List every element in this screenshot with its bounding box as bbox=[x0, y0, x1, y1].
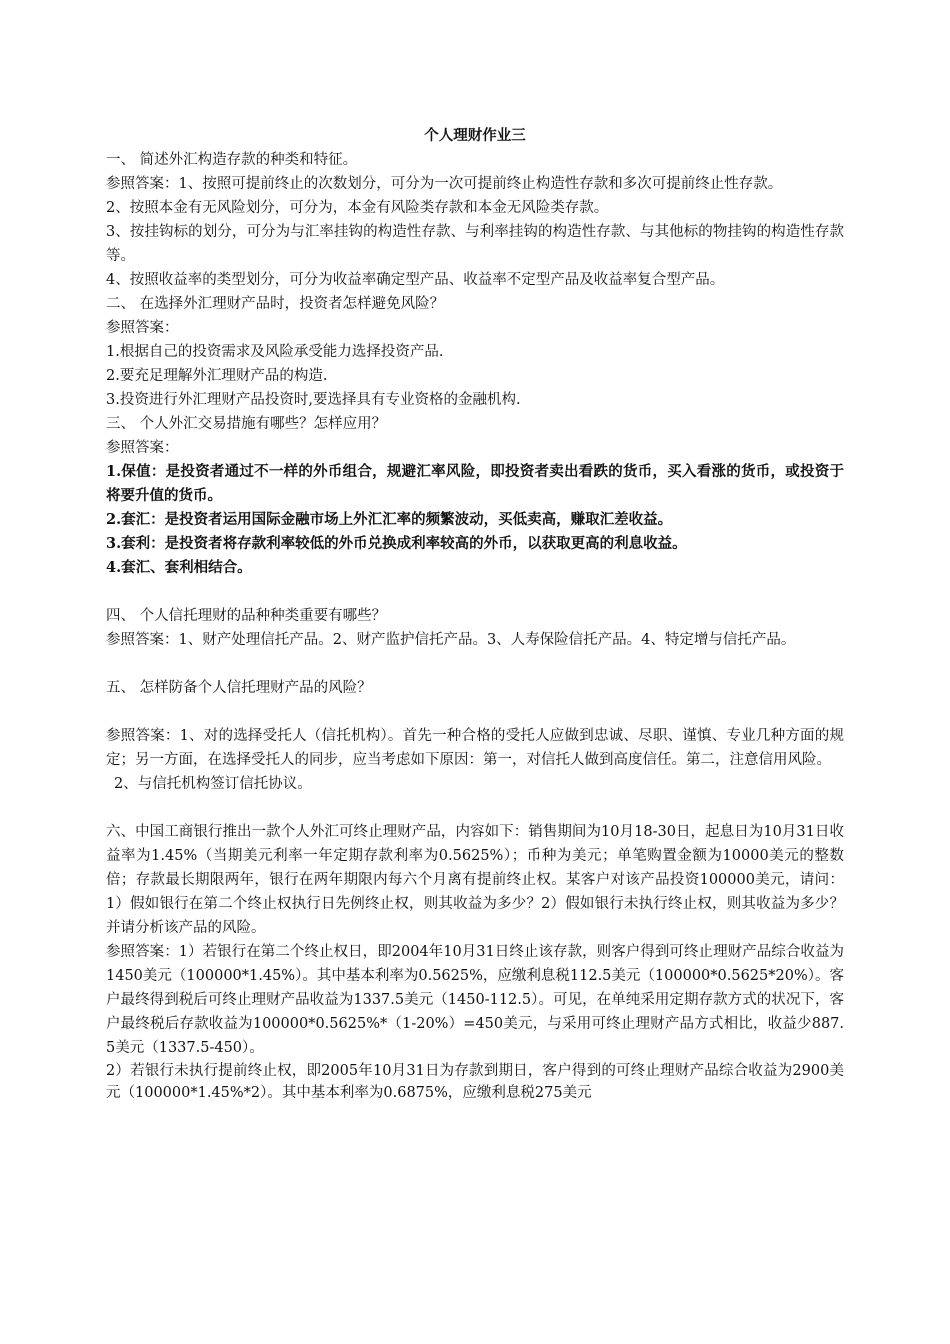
answer-3-item-4: 4.套汇、套利相结合。 bbox=[106, 559, 252, 576]
answer-3-item-3: 3.套利：是投资者将存款利率较低的外币兑换成利率较高的外币，以获取更高的利息收益。 bbox=[106, 535, 687, 552]
answer-6-part-1: 参照答案：1）若银行在第二个终止权日，即2004年10月31日终止该存款，则客户得到可终止理财产品综合收益为1450美元（100000*1.45%）。其中基本利率为0.5625%，应缴利息税112.5美元（100000*0.5625*20%）。客户最终得到税后可终止理财产品收益为1337.5美元（1450-112.5）。可见，在单纯采用定期存款方式的状况下，客户最终税后存款收益为100000*0.5625%*（1-20%）=450美元，与采用可终止理财产品方式相比，收益少887.5美元（1337.5-450）。 bbox=[106, 944, 844, 1056]
answer-3-item-2: 2.套汇：是投资者运用国际金融市场上外汇汇率的频繁波动，买低卖高，赚取汇差收益。 bbox=[106, 511, 673, 528]
blank-line bbox=[106, 580, 844, 604]
document-title: 个人理财作业三 bbox=[424, 128, 526, 144]
answer-6-part-2: 2）若银行未执行提前终止权，即2005年10月31日为存款到期日，客户得到的可终止理财产品综合收益为2900美元（100000*1.45%*2）。其中基本利率为0.6875%，应缴利息税275美元 bbox=[106, 1063, 844, 1101]
answer-2-item-3: 3.投资进行外汇理财产品投资时,要选择具有专业资格的金融机构. bbox=[106, 392, 521, 408]
answer-4-text: 参照答案：1、财产处理信托产品。2、财产监护信托产品。3、人寿保险信托产品。4、特定增与信托产品。 bbox=[106, 632, 796, 648]
document-page bbox=[106, 124, 844, 1104]
answer-1-item-2: 2、按照本金有无风险划分，可分为，本金有风险类存款和本金无风险类存款。 bbox=[106, 200, 609, 216]
question-6-text: 六、中国工商银行推出一款个人外汇可终止理财产品，内容如下：销售期间为10月18-30日，起息日为10月31日收益率为1.45%（当期美元利率一年定期存款利率为0.5625%）；币种为美元；单笔购置金额为10000美元的整数倍；存款最长期限两年，银行在两年期限内每六个月离有提前终止权。某客户对该产品投资100000美元，请问：1）假如银行在第二个终止权执行日先例终止权，则其收益为多少？2）假如银行未执行终止权，则其收益为多少？并请分析该产品的风险。 bbox=[106, 824, 844, 936]
question-5-heading: 五、 怎样防备个人信托理财产品的风险？ bbox=[106, 680, 372, 696]
blank-line bbox=[106, 652, 844, 676]
blank-line bbox=[106, 796, 844, 820]
answer-3-label: 参照答案： bbox=[106, 440, 179, 456]
question-4-heading: 四、 个人信托理财的品种种类重要有哪些？ bbox=[106, 608, 387, 624]
question-3-heading: 三、 个人外汇交易措施有哪些？怎样应用？ bbox=[106, 416, 387, 432]
blank-line bbox=[106, 700, 844, 724]
answer-1-item-4: 4、按照收益率的类型划分，可分为收益率确定型产品、收益率不定型产品及收益率复合型产品。 bbox=[106, 272, 725, 288]
answer-2-item-1: 1.根据自己的投资需求及风险承受能力选择投资产品. bbox=[106, 344, 444, 360]
answer-5-item-2: 2、与信托机构签订信托协议。 bbox=[114, 776, 312, 792]
answer-3-item-1: 1.保值：是投资者通过不一样的外币组合，规避汇率风险，即投资者卖出看跌的货币，买入看涨的货币，或投资于将要升值的货币。 bbox=[106, 463, 844, 504]
question-2-heading: 二、 在选择外汇理财产品时，投资者怎样避免风险？ bbox=[106, 296, 445, 312]
answer-2-label: 参照答案： bbox=[106, 320, 179, 336]
answer-5-item-1: 参照答案：1、对的选择受托人（信托机构）。首先一种合格的受托人应做到忠诚、尽职、谨慎、专业几种方面的规定；另一方面，在选择受托人的同步，应当考虑如下原因：第一，对信托人做到高度信任。第二，注意信用风险。 bbox=[106, 728, 844, 768]
question-1-heading: 一、 简述外汇构造存款的种类和特征。 bbox=[106, 152, 358, 168]
answer-2-item-2: 2.要充足理解外汇理财产品的构造. bbox=[106, 368, 328, 384]
answer-1-item-1: 参照答案：1、按照可提前终止的次数划分，可分为一次可提前终止构造性存款和多次可提前终止性存款。 bbox=[106, 176, 783, 192]
answer-1-item-3: 3、按挂钩标的划分，可分为与汇率挂钩的构造性存款、与利率挂钩的构造性存款、与其他标的物挂钩的构造性存款等。 bbox=[106, 224, 844, 264]
